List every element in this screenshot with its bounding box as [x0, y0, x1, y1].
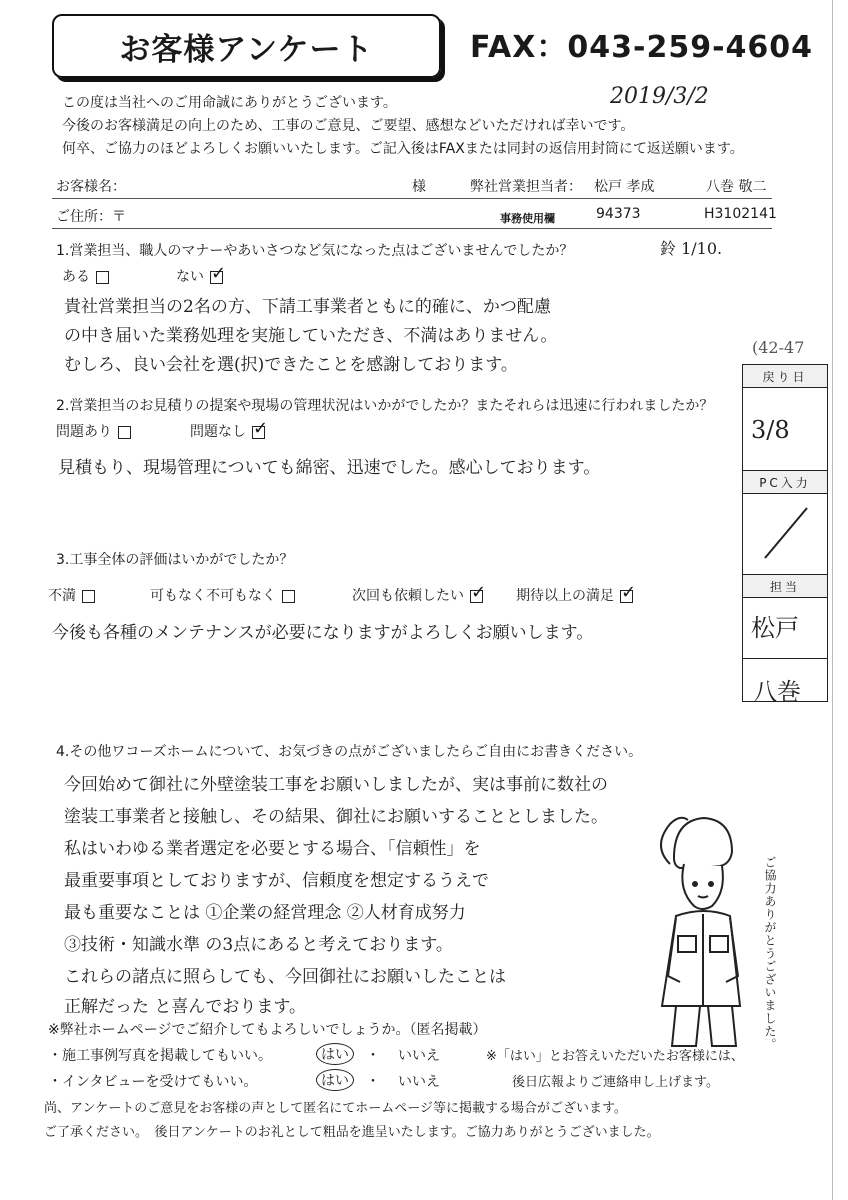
checkbox-icon[interactable]: [82, 590, 95, 603]
divider: [52, 198, 772, 199]
survey-title: お客様アンケート: [52, 14, 441, 78]
person-2-handwritten: 八巻: [753, 678, 801, 706]
person-in-charge-header: 担当: [743, 575, 827, 598]
q4-answer-line-7: これらの諸点に照らしても、今回御社にお願いしたことは: [64, 967, 506, 987]
return-date-value: 3/8: [751, 416, 790, 444]
office-code-1: 94373: [596, 206, 641, 222]
checked-checkbox-icon[interactable]: [210, 271, 223, 284]
pc-input-header: PC入力: [743, 471, 827, 494]
handwritten-date: 2019/3/2: [610, 84, 709, 109]
photos-no[interactable]: いいえ: [398, 1048, 440, 1064]
checked-checkbox-icon[interactable]: [470, 590, 483, 603]
q1-option-yes[interactable]: ある: [62, 266, 109, 286]
q1-answer-line-3: むしろ、良い会社を選(択)できたことを感謝しております。: [64, 355, 518, 375]
consent-note-1: ※「はい」とお答えいただいたお客様には、: [486, 1049, 744, 1064]
return-date-cell: [743, 388, 827, 471]
office-code-2: H3102141: [704, 206, 777, 222]
divider: [743, 658, 827, 659]
homepage-question: ※弊社ホームページでご紹介してもよろしいでしょうか。（匿名掲載）: [48, 1022, 487, 1038]
q4-answer-line-5: 最も重要なことは ①企業の経営理念 ②人材育成努力: [64, 903, 466, 923]
q4-question: 4.その他ワコーズホームについて、お気づきの点がございましたらご自由にお書きください。: [56, 744, 643, 760]
footer-line-1: 尚、アンケートのご意見をお客様の声として匿名にてホームページ等に掲載する場合がございます。: [44, 1101, 627, 1116]
worker-mascot-illustration: [640, 806, 760, 1054]
q1-answer-line-1: 貴社営業担当の2名の方、下請工事業者ともに的確に、かつ配慮: [64, 297, 551, 317]
q4-answer-line-2: 塗装工事業者と接触し、その結果、御社にお願いすることとしました。: [64, 807, 608, 827]
q3-question: 3.工事全体の評価はいかがでしたか？: [56, 552, 294, 568]
intro-line-3: 何卒、ご協力のほどよろしくお願いいたします。ご記入後はFAXまたは同封の返信用封筒にて返送願います。: [62, 141, 744, 157]
checkbox-icon[interactable]: [118, 426, 131, 439]
q2-option-bad[interactable]: 問題あり: [56, 421, 131, 441]
customer-name-label: お客様名：: [56, 179, 126, 195]
office-use-label: 事務使用欄: [500, 212, 555, 225]
q4-answer-line-1: 今回始めて御社に外壁塗装工事をお願いしましたが、実は事前に数社の: [64, 775, 608, 795]
footer-line-2: ご了承ください。 後日アンケートのお礼として粗品を進呈いたします。ご協力ありがとうございました。: [44, 1125, 660, 1140]
separator-dot: ・: [366, 1074, 380, 1090]
consent-note-2: 後日広報よりご連絡申し上げます。: [512, 1075, 719, 1090]
checkbox-icon[interactable]: [96, 271, 109, 284]
interview-yes-circled[interactable]: はい: [316, 1069, 354, 1091]
q4-answer-line-4: 最重要事項としておりますが、信頼度を想定するうえで: [64, 871, 489, 891]
q1-option-no[interactable]: ない✓: [176, 266, 223, 286]
separator-dot: ・: [366, 1048, 380, 1064]
q1-handwritten-note: 鈴 1/10.: [660, 239, 723, 258]
side-top-note: (42-47: [752, 338, 805, 357]
checked-checkbox-icon[interactable]: [252, 426, 265, 439]
thanks-vertical-text: ご協力ありがとうございました。: [763, 856, 777, 1051]
q2-question: 2.営業担当のお見積りの提案や現場の管理状況はいかがでしたか？またそれらは迅速に行われましたか？: [56, 398, 714, 414]
interview-no[interactable]: いいえ: [398, 1074, 440, 1090]
q3-option-4[interactable]: 期待以上の満足✓: [516, 585, 633, 605]
checked-checkbox-icon[interactable]: [620, 590, 633, 603]
pc-input-cell: [743, 494, 827, 575]
q3-option-1[interactable]: 不満: [48, 585, 95, 605]
intro-line-1: この度は当社へのご用命誠にありがとうございます。: [62, 95, 397, 111]
sama-label: 様: [412, 179, 426, 195]
q4-answer-line-3: 私はいわゆる業者選定を必要とする場合、「信頼性」を: [64, 839, 481, 859]
return-date-header: 戻り日: [743, 365, 827, 388]
consent-row-photos-label: ・施工事例写真を掲載してもいい。: [48, 1048, 272, 1064]
office-use-box: [742, 364, 828, 706]
slash-mark-icon: [743, 494, 827, 574]
divider: [52, 228, 772, 229]
person-1-handwritten: 松戸: [751, 614, 799, 642]
photos-yes-circled[interactable]: はい: [316, 1043, 354, 1065]
sales-rep-1: 松戸 孝成: [594, 179, 655, 195]
q2-option-ok[interactable]: 問題なし✓: [190, 421, 265, 441]
q4-answer-line-8: 正解だった と喜んでおります。: [64, 997, 307, 1017]
sales-rep-label: 弊社営業担当者：: [470, 179, 582, 195]
page-edge-line: [832, 0, 833, 1200]
fax-number: FAX：043-259-4604: [470, 30, 814, 65]
q1-question: 1.営業担当、職人のマナーやあいさつなど気になった点はございませんでしたか？: [56, 243, 574, 259]
consent-row-interview-label: ・インタビューを受けてもいい。: [48, 1074, 258, 1090]
sales-rep-2: 八巻 敬二: [706, 179, 767, 195]
q3-option-2[interactable]: 可もなく不可もなく: [150, 585, 295, 605]
person-in-charge-cell: [743, 598, 827, 718]
q4-answer-line-6: ③技術・知識水準 の3点にあると考えております。: [64, 935, 453, 955]
q2-answer: 見積もり、現場管理についても綿密、迅速でした。感心しております。: [58, 458, 601, 478]
checkbox-icon[interactable]: [282, 590, 295, 603]
address-label: ご住所：〒: [56, 209, 126, 225]
q1-answer-line-2: の中き届いた業務処理を実施していただき、不満はありません。: [64, 326, 558, 346]
intro-line-2: 今後のお客様満足の向上のため、工事のご意見、ご要望、感想などいただければ幸いです。: [62, 118, 635, 134]
q3-answer: 今後も各種のメンテナンスが必要になりますがよろしくお願いします。: [52, 623, 594, 643]
q3-option-3[interactable]: 次回も依頼したい✓: [352, 585, 483, 605]
